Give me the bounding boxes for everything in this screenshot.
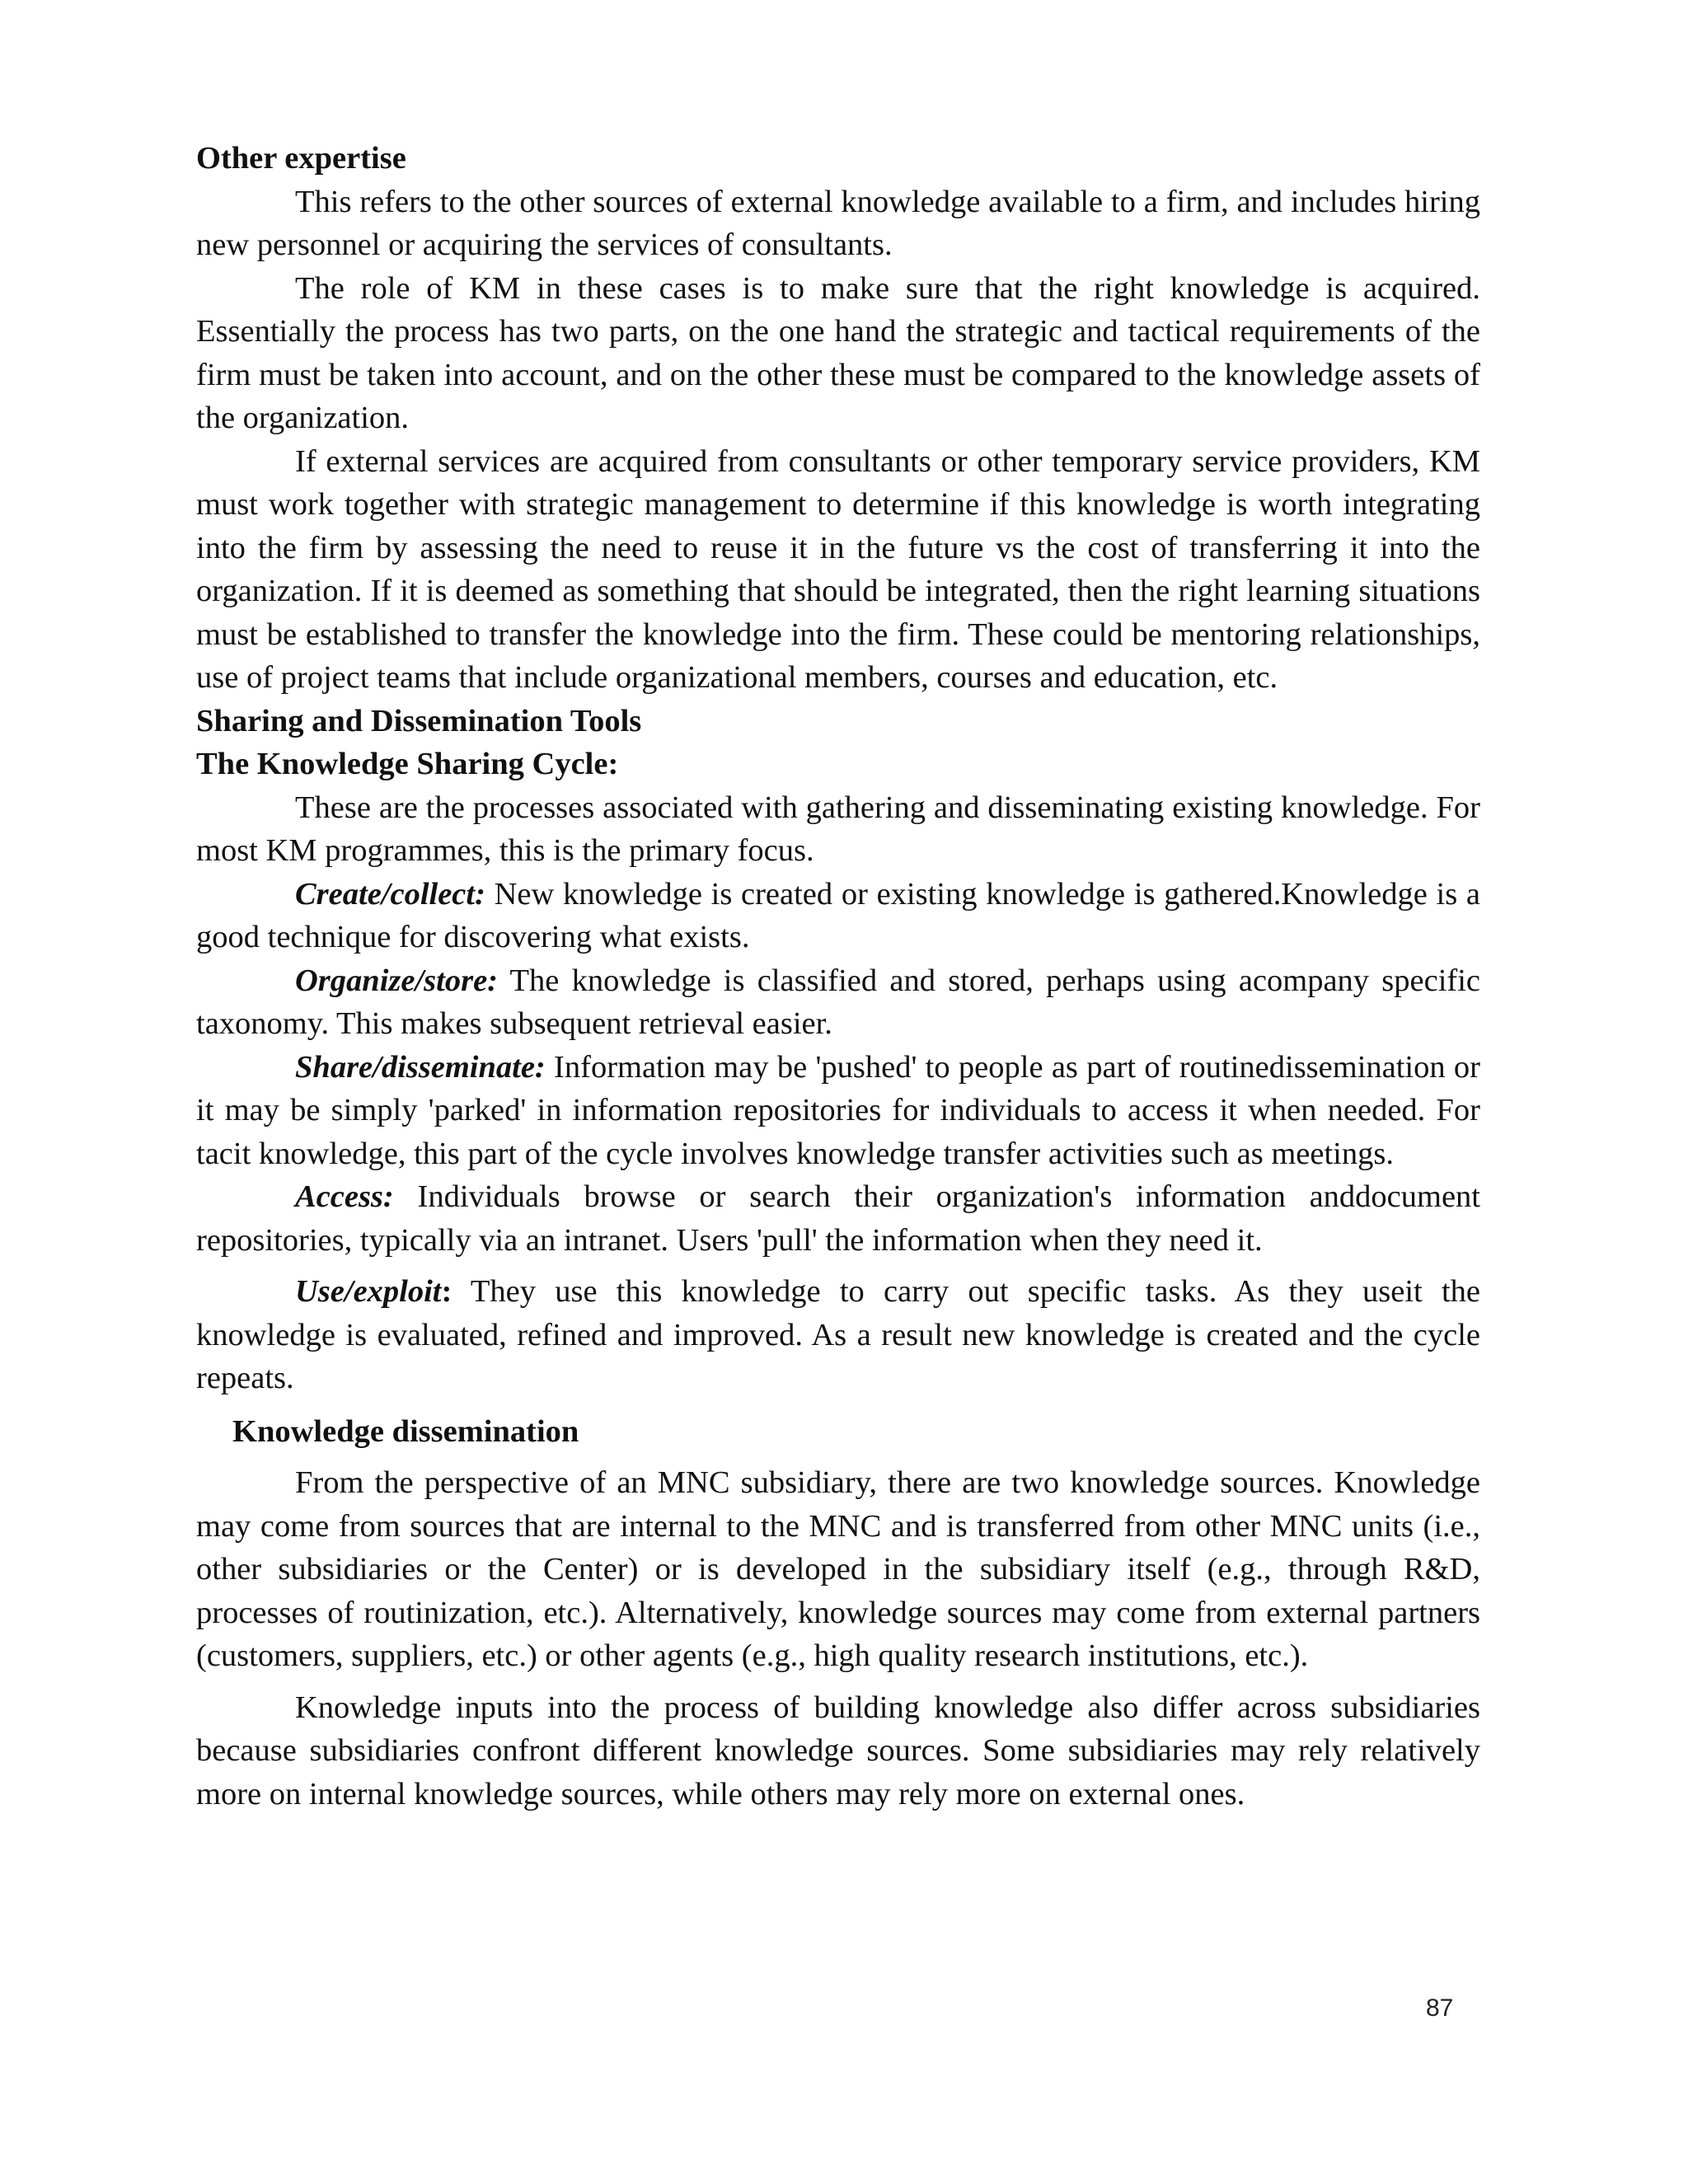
page-number: 87 bbox=[1426, 1994, 1454, 2022]
cycle-text: Individuals browse or search their organization's information anddocument repositories, typically via an intranet. Users 'pull' the information when they need it. bbox=[196, 1179, 1480, 1258]
cycle-text: New knowledge is created or existing knowledge is gathered.Knowledge is a good technique for discovering what exists. bbox=[196, 876, 1480, 954]
page-body bbox=[196, 137, 1480, 1816]
cycle-text: They use this knowledge to carry out specific tasks. As they useit the knowledge is evaluated, refined and improved. As a result new knowledge is created and the cycle repeats. bbox=[196, 1274, 1480, 1395]
cycle-item-create-collect bbox=[196, 873, 1480, 959]
paragraph: If external services are acquired from consultants or other temporary service providers, KM must work together with strategic management to determine if this knowledge is worth integrating into the firm by assessing the need to reuse it in the future vs the cost of transferring it into the organization. If it is deemed as something that should be integrated, then the right learning situations must be established to transfer the knowledge into the firm. These could be mentoring relationships, use of project teams that include organizational members, courses and education, etc. bbox=[196, 443, 1480, 695]
cycle-text: Information may be 'pushed' to people as part of routinedissemination or it may be simply 'parked' in information repositories for individuals to access it when needed. For tacit knowledge, this part of the cycle involves knowledge transfer activities such as meetings. bbox=[196, 1049, 1480, 1171]
cycle-item-organize-store bbox=[196, 959, 1480, 1046]
cycle-term: Organize/store: bbox=[295, 963, 498, 998]
cycle-item-use-exploit bbox=[196, 1270, 1480, 1400]
cycle-text: The knowledge is classified and stored, perhaps using acompany specific taxonomy. This makes subsequent retrieval easier. bbox=[196, 963, 1480, 1041]
cycle-term-colon: : bbox=[441, 1274, 452, 1309]
cycle-item-share-disseminate bbox=[196, 1046, 1480, 1176]
paragraph: Knowledge inputs into the process of building knowledge also differ across subsidiaries because subsidiaries confront different knowledge sources. Some subsidiaries may rely relatively more on internal knowledge sources, while others may rely more on external ones. bbox=[196, 1690, 1480, 1811]
heading-knowledge-dissemination: Knowledge dissemination bbox=[232, 1413, 579, 1449]
cycle-term: Create/collect: bbox=[295, 876, 485, 912]
cycle-term: Access: bbox=[295, 1179, 394, 1214]
paragraph: The role of KM in these cases is to make sure that the right knowledge is acquired. Essentially the process has two parts, on the one hand the strategic and tactical requirements of the firm must be taken into account, and on the other these must be compared to the knowledge assets of the organization. bbox=[196, 270, 1480, 435]
cycle-term: Share/disseminate: bbox=[295, 1049, 546, 1085]
heading-other-expertise: Other expertise bbox=[196, 141, 406, 176]
paragraph: From the perspective of an MNC subsidiary, there are two knowledge sources. Knowledge may come from sources that are internal to the MNC and is transferred from other MNC units (i.e., other subsidiaries or the Center) or is developed in the subsidiary itself (e.g., through R&D, processes of routinization, etc.). Alternatively, knowledge sources may come from external partners (customers, suppliers, etc.) or other agents (e.g., high quality research institutions, etc.). bbox=[196, 1465, 1480, 1673]
heading-sharing-cycle: The Knowledge Sharing Cycle: bbox=[196, 747, 619, 781]
heading-sharing-tools: Sharing and Dissemination Tools bbox=[196, 703, 642, 738]
cycle-item-access bbox=[196, 1175, 1480, 1262]
cycle-term: Use/exploit bbox=[295, 1274, 442, 1309]
paragraph: These are the processes associated with gathering and disseminating existing knowledge. For most KM programmes, this is the primary focus. bbox=[196, 790, 1480, 868]
paragraph: This refers to the other sources of external knowledge available to a firm, and includes hiring new personnel or acquiring the services of consultants. bbox=[196, 184, 1480, 262]
